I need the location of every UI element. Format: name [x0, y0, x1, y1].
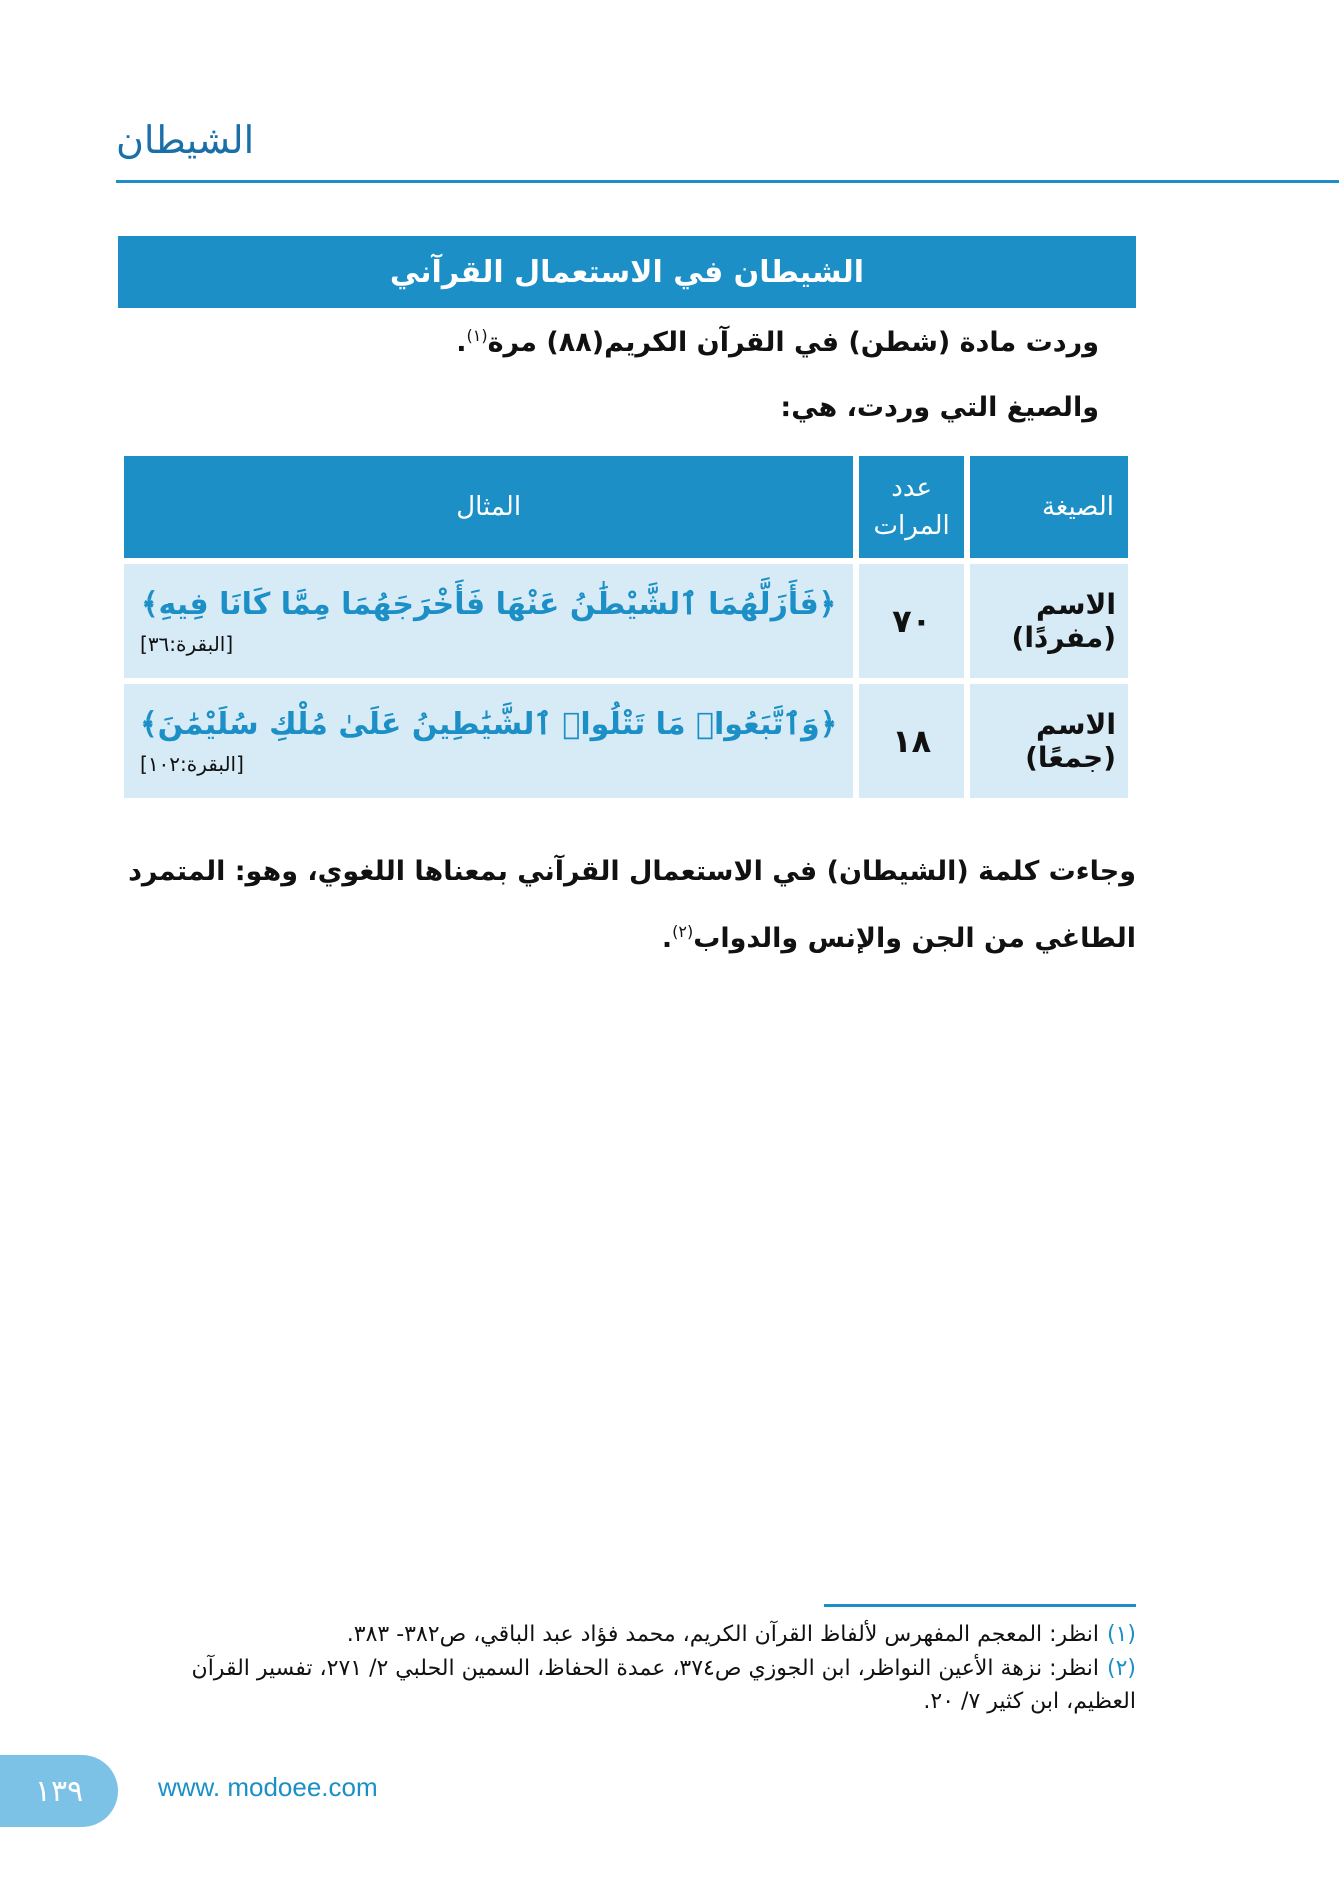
- header-form: الصيغة: [970, 456, 1128, 558]
- forms-table: [118, 450, 1134, 804]
- intro-line-1-end: .: [456, 327, 467, 358]
- verse-reference: [البقرة:١٠٢]: [140, 751, 244, 776]
- footnote-2: [118, 1652, 1136, 1718]
- table-header-row: [124, 456, 1128, 558]
- intro-line-1-text: وردت مادة (شطن) في القرآن الكريم(٨٨) مرة: [487, 327, 1099, 358]
- verse-reference: [البقرة:٣٦]: [140, 631, 234, 656]
- footnote-number: (١): [1106, 1622, 1136, 1647]
- footnote-text: انظر: نزهة الأعين النواظر، ابن الجوزي ص٣٧٤، عمدة الحفاظ، السمين الحلبي ٢/ ٢٧١، تفسير القرآن العظيم، ابن كثير ٧/ ٢٠.: [191, 1656, 1136, 1714]
- footnote-divider: [824, 1604, 1136, 1607]
- verse-text: ﴿فَأَزَلَّهُمَا ٱلشَّيْطَٰنُ عَنْهَا فَأَخْرَجَهُمَا مِمَّا كَانَا فِيهِ﴾: [140, 586, 837, 622]
- row-count: ٧٠: [859, 564, 964, 678]
- header-count: عدد المرات: [859, 456, 964, 558]
- table-row: [124, 564, 1128, 678]
- footnote-1: [118, 1618, 1136, 1651]
- row-form: الاسم (مفردًا): [970, 564, 1128, 678]
- footnote-number: (٢): [1106, 1656, 1136, 1681]
- row-example: [124, 564, 853, 678]
- footnote-ref-2[interactable]: (٢): [672, 922, 694, 941]
- conclusion-end: .: [661, 923, 673, 954]
- row-form: الاسم (جمعًا): [970, 684, 1128, 798]
- row-count: ١٨: [859, 684, 964, 798]
- header-example: المثال: [124, 456, 853, 558]
- title-divider: [116, 180, 1339, 183]
- intro-line-1: [199, 326, 1099, 358]
- page-title: الشيطان: [116, 118, 255, 162]
- conclusion-text: وجاءت كلمة (الشيطان) في الاستعمال القرآني بمعناها اللغوي، وهو: المتمرد الطاغي من الجن والإنس والدواب: [128, 856, 1136, 954]
- table-row: [124, 684, 1128, 798]
- footnote-ref-1[interactable]: (١): [466, 326, 488, 345]
- page-number-tab: [0, 1755, 118, 1827]
- footnote-text: انظر: المعجم المفهرس لألفاظ القرآن الكريم، محمد فؤاد عبد الباقي، ص٣٨٢- ٣٨٣.: [346, 1622, 1099, 1647]
- intro-line-2: والصيغ التي وردت، هي:: [780, 392, 1099, 423]
- conclusion-paragraph: [118, 842, 1136, 969]
- verse-text: ﴿وَٱتَّبَعُوا۟ مَا تَتْلُوا۟ ٱلشَّيَٰطِينُ عَلَىٰ مُلْكِ سُلَيْمَٰنَ﴾: [140, 706, 838, 742]
- page-number: ١٣٩: [34, 1773, 84, 1809]
- section-banner: الشيطان في الاستعمال القرآني: [118, 236, 1136, 308]
- website-link[interactable]: www. modoee.com: [158, 1772, 378, 1802]
- row-example: [124, 684, 853, 798]
